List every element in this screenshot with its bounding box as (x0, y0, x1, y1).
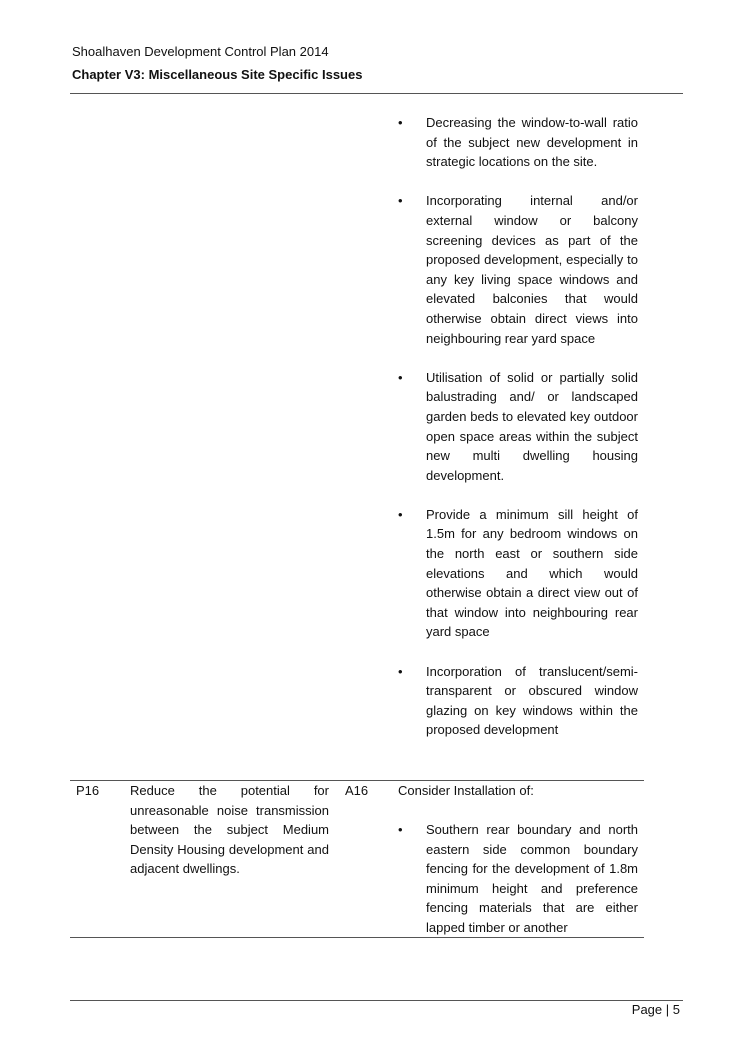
footer-divider (70, 1000, 683, 1001)
table-bottom-divider (70, 937, 644, 938)
page-footer (632, 1002, 680, 1017)
document-title: Shoalhaven Development Control Plan 2014 (72, 44, 329, 59)
page-number: 5 (672, 1002, 680, 1017)
continued-bullet-list (398, 113, 638, 760)
list-item: • Provide a minimum sill height of 1.5m for any bedroom windows on the north east or southern side elevations and which would otherwise obtain a direct view out of that window into neighbouring rear yard space (398, 506, 638, 640)
performance-criteria-code: P16 (76, 783, 100, 798)
bullet-icon: • (398, 369, 403, 385)
bullet-icon: • (398, 506, 403, 522)
list-item: • Southern rear boundary and north eastern side common boundary fencing for the development of 1.8m minimum height and preference fencing materials that are either lapped timber or another (398, 822, 638, 935)
bullet-icon: • (398, 822, 403, 837)
performance-criteria-text: Reduce the potential for unreasonable noise transmission between the subject Medium Density Housing development and adjacent dwellings. (130, 783, 329, 877)
bullet-icon: • (398, 193, 403, 209)
acceptable-solution-code: A16 (345, 783, 369, 798)
page-label: Page | (631, 1002, 670, 1017)
bullet-icon: • (398, 663, 403, 679)
list-item: • Utilisation of solid or partially solid balustrading and/ or landscaped garden beds to elevated key outdoor open space areas within the subject new multi dwelling housing development. (398, 369, 638, 483)
chapter-title: Chapter V3: Miscellaneous Site Specific Issues (72, 67, 363, 82)
list-item: • Decreasing the window-to-wall ratio of the subject new development in strategic locations on the site. (398, 115, 638, 170)
list-item: • Incorporating internal and/or external window or balcony screening devices as part of the proposed development, especially to any key living space windows and elevated balconies that would otherwise obtain direct views into neighbouring rear yard space (398, 193, 638, 346)
bullet-icon: • (398, 115, 403, 130)
header-divider (70, 93, 683, 94)
list-item: • Incorporation of translucent/semi-transparent or obscured window glazing on key windows within the proposed development (398, 663, 638, 738)
acceptable-solution-intro: Consider Installation of: (398, 783, 534, 798)
